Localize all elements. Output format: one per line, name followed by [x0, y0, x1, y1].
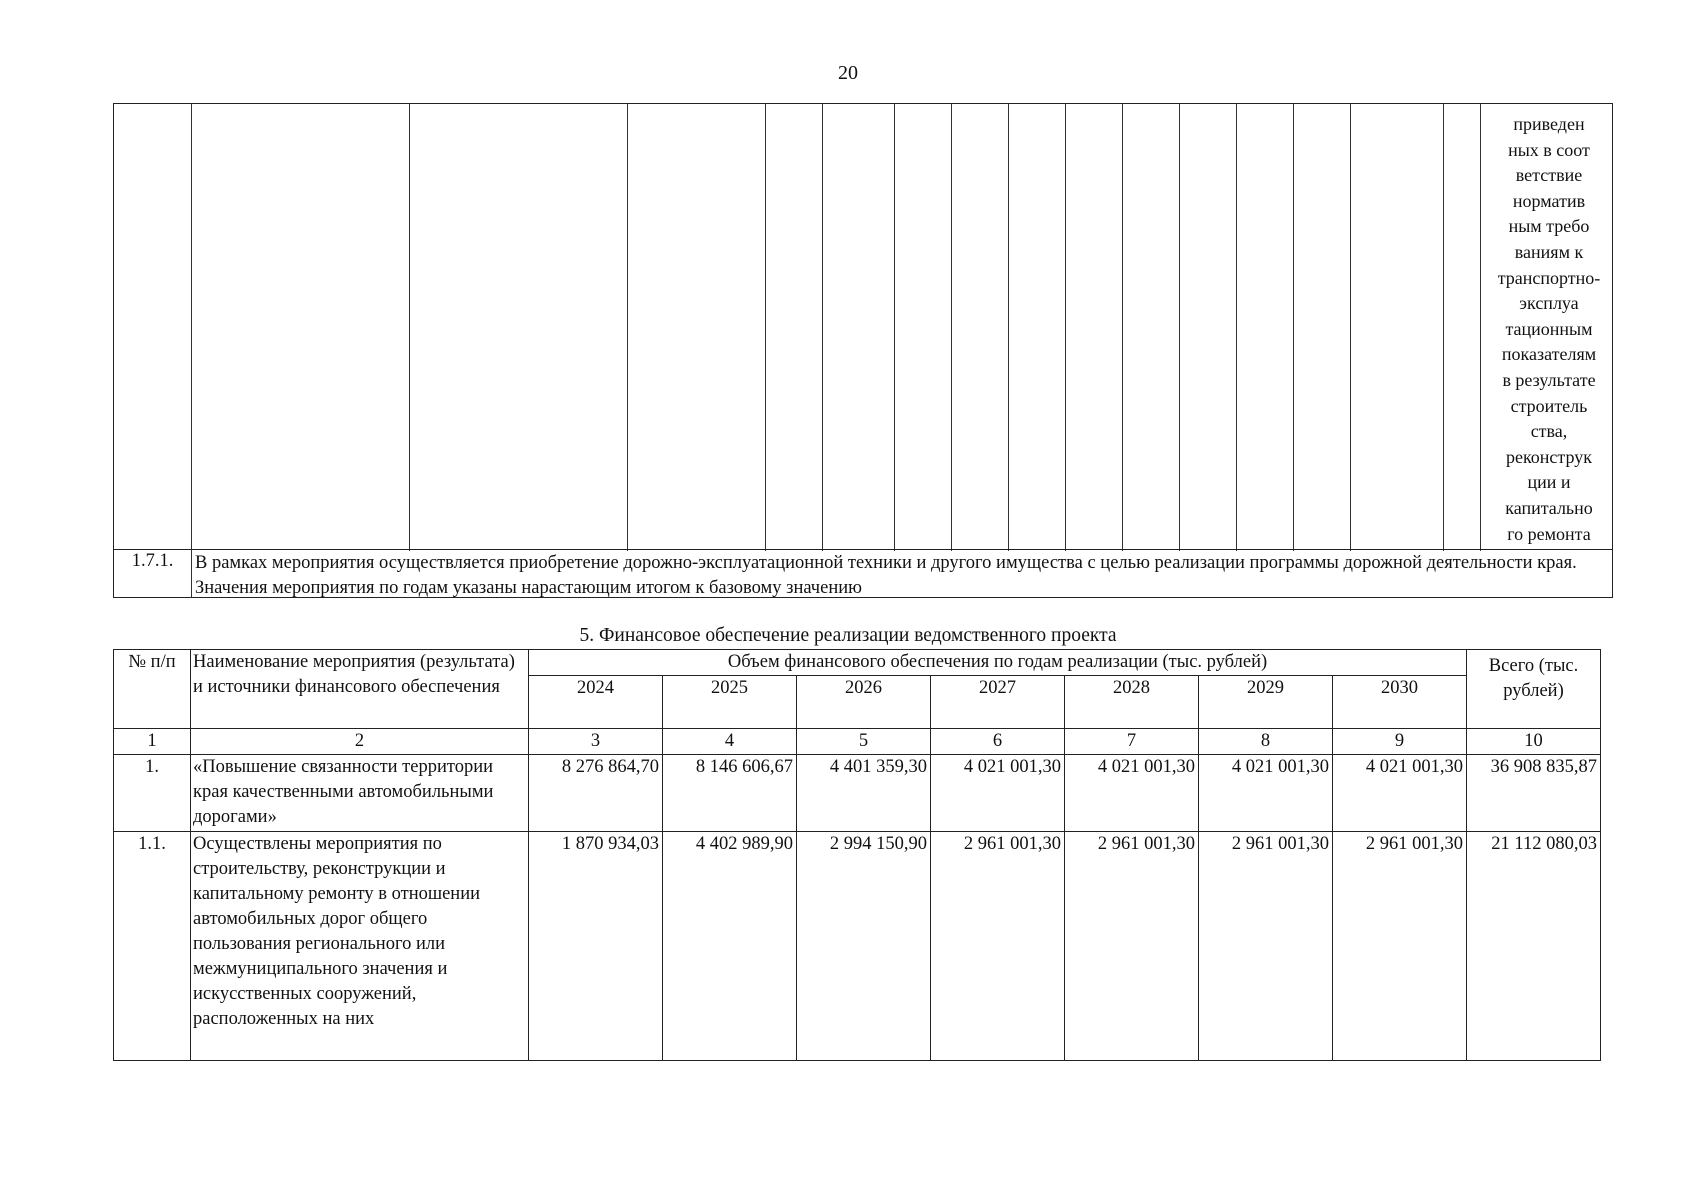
header-total: Всего (тыс. рублей) — [1467, 650, 1601, 729]
column-divider — [1065, 104, 1066, 551]
column-divider — [1480, 104, 1481, 551]
cell-line: тационным — [1505, 318, 1593, 339]
row-value: 1 870 934,03 — [529, 832, 663, 1061]
section-title: 5. Финансовое обеспечение реализации ведомственного проекта — [579, 625, 1117, 646]
finance-table — [113, 649, 1601, 1061]
column-number: 4 — [663, 729, 797, 755]
row-value: 2 994 150,90 — [797, 832, 931, 1061]
header-year: 2024 — [529, 676, 663, 729]
cell-line: го ремонта — [1507, 523, 1591, 544]
cell-line: капитально — [1505, 497, 1593, 518]
column-number-row — [114, 729, 1601, 755]
row-value: 4 401 359,30 — [797, 755, 931, 832]
header-num: № п/п — [114, 650, 191, 729]
column-number: 2 — [191, 729, 529, 755]
header-year: 2026 — [797, 676, 931, 729]
cell-line: ства, — [1530, 421, 1568, 442]
column-divider — [627, 104, 628, 551]
cell-line: ных в соот — [1508, 139, 1590, 160]
row-name: «Повышение связанности территории края качественными автомобильными дорогами» — [191, 755, 529, 832]
last-cell-text — [1482, 112, 1616, 547]
row-value: 2 961 001,30 — [1199, 832, 1333, 1061]
cell-line: транспортно- — [1497, 267, 1601, 288]
row-divider-vertical — [191, 551, 192, 597]
column-number: 7 — [1065, 729, 1199, 755]
row-value: 8 276 864,70 — [529, 755, 663, 832]
column-divider — [1236, 104, 1237, 551]
row-value: 2 961 001,30 — [1065, 832, 1199, 1061]
column-number: 8 — [1199, 729, 1333, 755]
column-divider — [951, 104, 952, 551]
column-number: 9 — [1333, 729, 1467, 755]
row-number: 1.1. — [114, 832, 191, 1061]
header-year: 2029 — [1199, 676, 1333, 729]
header-year: 2030 — [1333, 676, 1467, 729]
header-row — [114, 650, 1601, 676]
column-divider — [1443, 104, 1444, 551]
row-divider — [114, 549, 1612, 550]
header-volume: Объем финансового обеспечения по годам реализации (тыс. рублей) — [529, 650, 1467, 676]
table-row — [114, 832, 1601, 1061]
column-divider — [1122, 104, 1123, 551]
row-name: Осуществлены мероприятия по строительству, реконструкции и капитальному ремонту в отношении автомобильных дорог общего пользования регионального или межмуниципального значения и искусственных сооружений, расположенных на них — [191, 832, 529, 1061]
cell-line: ветствие — [1515, 165, 1583, 186]
row-value: 4 021 001,30 — [1065, 755, 1199, 832]
cell-line: строитель — [1510, 395, 1588, 416]
cell-line: норматив — [1512, 190, 1586, 211]
column-number: 1 — [114, 729, 191, 755]
column-number: 3 — [529, 729, 663, 755]
column-number: 6 — [931, 729, 1065, 755]
top-table-continuation — [113, 103, 1613, 598]
row-number: 1. — [114, 755, 191, 832]
column-divider — [765, 104, 766, 551]
row-value: 2 961 001,30 — [1333, 832, 1467, 1061]
cell-line: в результате — [1502, 369, 1596, 390]
cell-line: ваниям к — [1514, 241, 1584, 262]
row-value: 4 402 989,90 — [663, 832, 797, 1061]
column-number: 10 — [1467, 729, 1601, 755]
cell-line: ции и — [1527, 472, 1571, 493]
cell-line: реконструк — [1505, 446, 1593, 467]
row-value: 4 021 001,30 — [1199, 755, 1333, 832]
page-number: 20 — [838, 62, 858, 84]
column-divider — [191, 104, 192, 551]
row-value: 4 021 001,30 — [931, 755, 1065, 832]
row-value: 4 021 001,30 — [1333, 755, 1467, 832]
table-row — [114, 755, 1601, 832]
row-value: 8 146 606,67 — [663, 755, 797, 832]
cell-line: показателям — [1501, 344, 1597, 365]
column-divider — [1179, 104, 1180, 551]
row-value: 2 961 001,30 — [931, 832, 1065, 1061]
row-number: 1.7.1. — [131, 551, 174, 571]
cell-line: приведен — [1513, 114, 1585, 134]
cell-line: эксплуа — [1519, 293, 1579, 314]
column-divider — [1350, 104, 1351, 551]
row-total: 21 112 080,03 — [1467, 832, 1601, 1061]
column-divider — [1008, 104, 1009, 551]
column-number: 5 — [797, 729, 931, 755]
column-divider — [409, 104, 410, 551]
header-name: Наименование мероприятия (результата) и источники финансового обеспечения — [191, 650, 529, 729]
cell-line: ным требо — [1508, 216, 1590, 237]
header-year: 2027 — [931, 676, 1065, 729]
row-description: В рамках мероприятия осуществляется приобретение дорожно-эксплуатационной техники и другого имущества с целью реализации программы дорожной деятельности края. Значения мероприятия по годам указаны нарастающим итогом к базовому значению — [195, 553, 1577, 598]
column-divider — [1293, 104, 1294, 551]
column-divider — [822, 104, 823, 551]
header-year: 2028 — [1065, 676, 1199, 729]
row-total: 36 908 835,87 — [1467, 755, 1601, 832]
header-year: 2025 — [663, 676, 797, 729]
column-divider — [894, 104, 895, 551]
